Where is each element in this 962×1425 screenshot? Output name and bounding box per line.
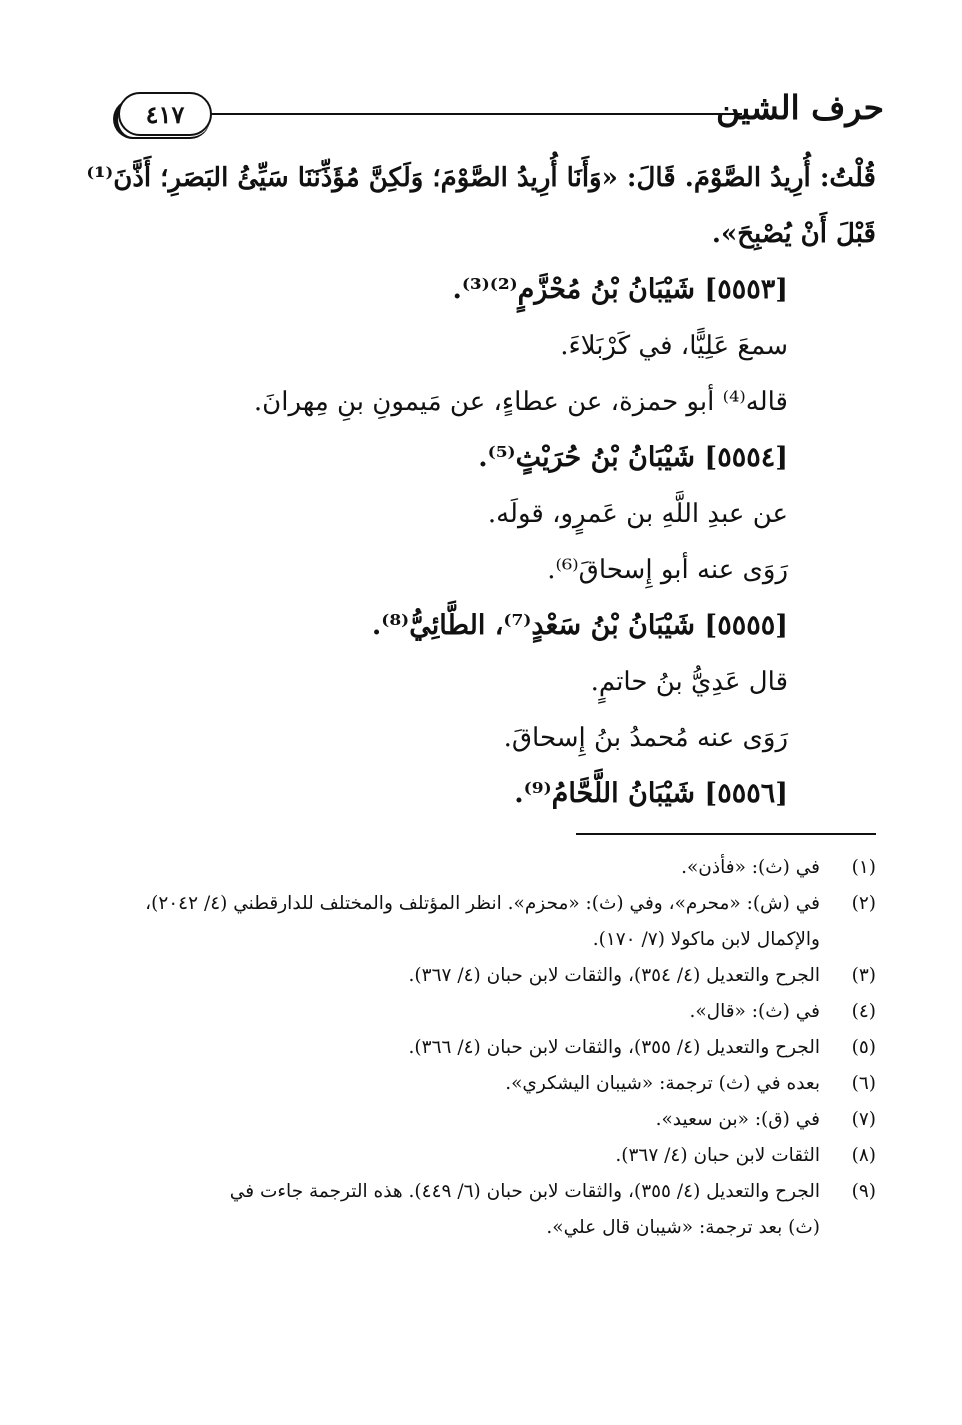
- running-header: [118, 84, 884, 144]
- footnote-text: الجرح والتعديل (٤/ ٣٥٥)، والثقات لابن حبان (٦/ ٤٤٩). هذه الترجمة جاءت في: [229, 1181, 820, 1202]
- footnote: [130, 1030, 876, 1066]
- footnote: [130, 886, 876, 958]
- footnote-text: الثقات لابن حبان (٤/ ٣٦٧).: [615, 1145, 820, 1166]
- footnote-number: (٥): [851, 1037, 876, 1058]
- footnote: [130, 1138, 876, 1174]
- footnote: [130, 1102, 876, 1138]
- footnote-text: الجرح والتعديل (٤/ ٣٥٥)، والثقات لابن حبان (٤/ ٣٦٦).: [408, 1037, 820, 1058]
- footnote-number: (٩): [851, 1181, 876, 1202]
- footnote-number: (٧): [851, 1109, 876, 1130]
- text-line: قُلْتُ: أُرِيدُ الصَّوْمَ. قَالَ: «وَأَنَا أُرِيدُ الصَّوْمَ؛ وَلَكِنَّ مُؤَذِّنَنَا سَيِّئُ البَصَرِ؛ أَذَّنَ⁽¹⁾: [86, 163, 876, 193]
- footnote: [130, 958, 876, 994]
- entry-heading: [٥٥٥٤] شَيْبَانُ بْنُ حُرَيْثٍ⁽⁵⁾.: [478, 442, 788, 473]
- footnote-separator: [576, 833, 876, 835]
- footnote: [130, 1174, 876, 1246]
- entry-heading: [٥٥٥٦] شَيْبَانُ اللَّحَّامُ⁽⁹⁾.: [514, 778, 788, 809]
- text-line: سمعَ عَلِيًّا، في كَرْبَلاءَ.: [560, 331, 788, 361]
- footnote-number: (٢): [851, 893, 876, 914]
- footnote-number: (٣): [851, 965, 876, 986]
- footnote-text: الجرح والتعديل (٤/ ٣٥٤)، والثقات لابن حبان (٤/ ٣٦٧).: [408, 965, 820, 986]
- entry-heading: [٥٥٥٣] شَيْبَانُ بْنُ مُحْزَّمٍ⁽²⁾⁽³⁾.: [452, 274, 788, 305]
- chapter-title: حرف الشين: [715, 88, 884, 127]
- text-line: قال عَدِيُّ بنُ حاتمٍ.: [590, 667, 788, 697]
- footnote: [130, 994, 876, 1030]
- footnote-text: بعده في (ث) ترجمة: «شيبان اليشكري».: [505, 1073, 820, 1094]
- footnote-text-continued: (ث) بعد ترجمة: «شيبان قال علي».: [546, 1217, 820, 1238]
- text-line: قَبْلَ أَنْ يُصْبِحَ».: [711, 219, 876, 249]
- footnote-text-continued: والإكمال لابن ماكولا (٧/ ١٧٠).: [592, 929, 820, 950]
- page-number: ٤١٧: [145, 99, 185, 129]
- text-line: عن عبدِ اللَّهِ بن عَمرٍو، قولَه.: [487, 499, 788, 529]
- footnote-number: (٦): [851, 1073, 876, 1094]
- footnote: [130, 850, 876, 886]
- footnotes: [130, 850, 876, 1246]
- footnote-number: (٨): [851, 1145, 876, 1166]
- footnote-number: (١): [851, 857, 876, 878]
- footnote-text: في (ش): «محرم»، وفي (ث): «محزم». انظر المؤتلف والمختلف للدارقطني (٤/ ٢٠٤٢)،: [145, 893, 820, 914]
- header-rule: [211, 113, 742, 115]
- entry-heading: [٥٥٥٥] شَيْبَانُ بْنُ سَعْدٍ⁽⁷⁾، الطَّائِيُّ⁽⁸⁾.: [371, 610, 788, 641]
- text-line: رَوَى عنه مُحمدُ بنُ إِسحاقَ.: [503, 723, 788, 753]
- footnote-number: (٤): [851, 1001, 876, 1022]
- footnote-text: في (ث): «قال».: [689, 1001, 820, 1022]
- page-number-badge: [118, 92, 212, 136]
- footnote: [130, 1066, 876, 1102]
- text-line: قاله⁽⁴⁾ أبو حمزة، عن عطاءٍ، عن مَيمونِ بنِ مِهرانَ.: [253, 387, 788, 417]
- main-text: [86, 150, 876, 822]
- text-line: رَوَى عنه أبو إِسحاقَ⁽⁶⁾.: [547, 555, 788, 585]
- footnote-text: في (ق): «بن سعيد».: [655, 1109, 820, 1130]
- footnote-text: في (ث): «فأذن».: [681, 857, 820, 878]
